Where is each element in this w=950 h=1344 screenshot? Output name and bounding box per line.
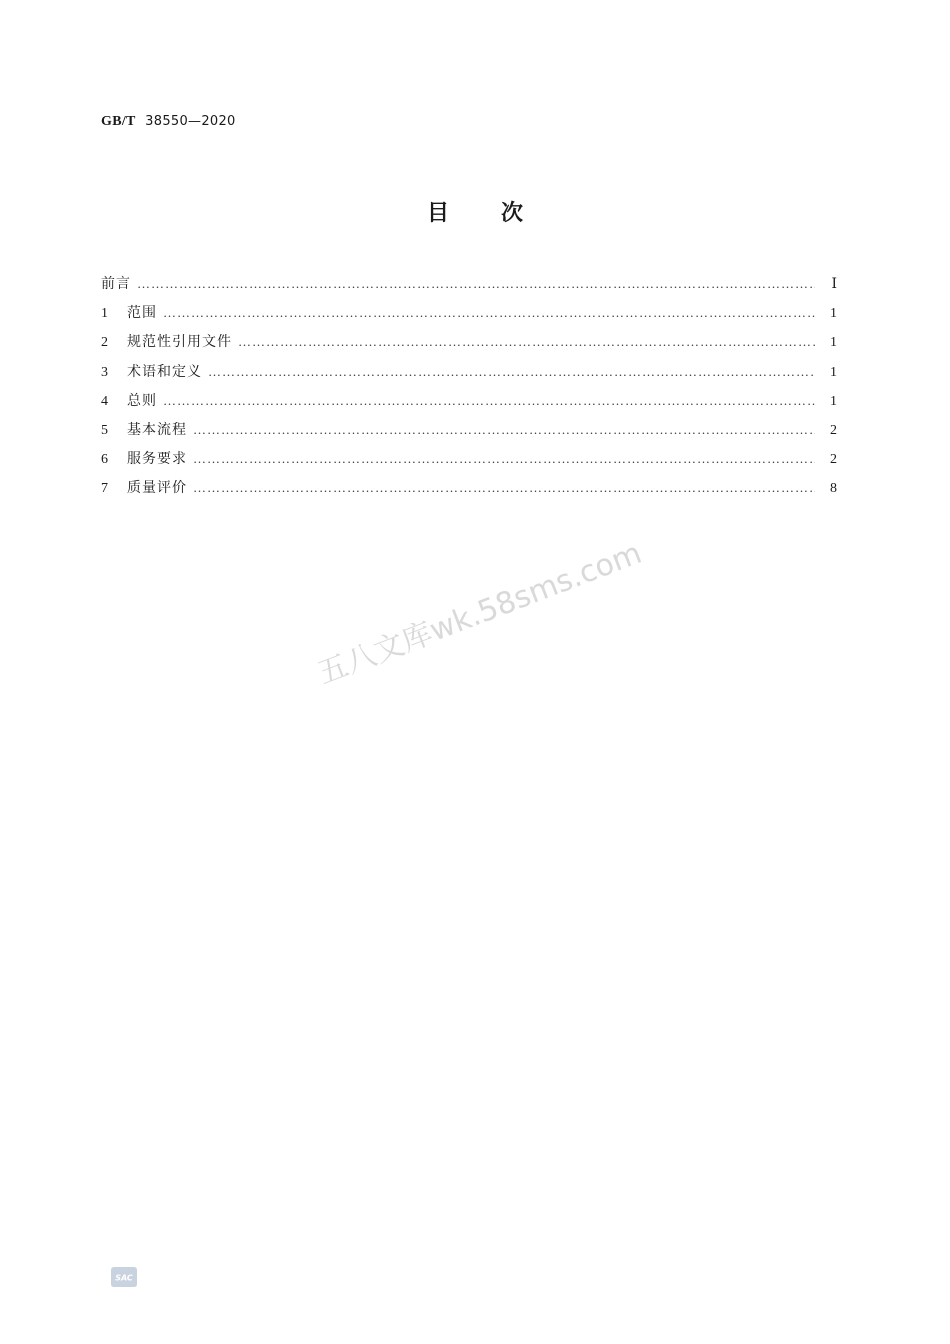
toc-page-number: 2	[830, 452, 837, 468]
toc-page-number: 1	[830, 364, 837, 380]
toc-number: 4	[101, 393, 108, 409]
toc-row[interactable]	[101, 361, 837, 390]
toc-row[interactable]	[101, 477, 837, 506]
page-title: 目次	[426, 201, 575, 226]
toc-number: 2	[101, 335, 108, 351]
toc-label: 基本流程	[127, 421, 187, 438]
table-of-contents	[101, 273, 837, 507]
toc-label: 服务要求	[127, 451, 187, 468]
toc-label: 范围	[127, 305, 157, 322]
watermark: 五八文库wk.58sms.com	[312, 535, 647, 692]
toc-page-number: 8	[830, 481, 837, 497]
toc-leader-dots	[193, 451, 815, 467]
toc-leader-dots	[193, 480, 815, 496]
sac-logo-icon	[110, 1265, 138, 1289]
toc-leader-dots	[193, 422, 815, 438]
toc-label: 术语和定义	[127, 363, 202, 380]
toc-leader-dots	[163, 305, 815, 321]
toc-row[interactable]	[101, 390, 837, 419]
toc-leader-dots	[137, 276, 815, 292]
toc-page-number: 1	[830, 393, 837, 409]
toc-number: 3	[101, 364, 108, 380]
toc-number: 6	[101, 452, 108, 468]
toc-row[interactable]	[101, 273, 837, 302]
standard-prefix: GB/T	[101, 114, 136, 129]
toc-label: 总则	[127, 392, 157, 409]
toc-leader-dots	[208, 364, 815, 380]
toc-page-number: 2	[830, 422, 837, 438]
standard-number: 38550—2020	[145, 114, 236, 129]
toc-number: 5	[101, 422, 108, 438]
toc-label: 前言	[101, 276, 131, 292]
toc-page-number: 1	[830, 335, 837, 351]
toc-leader-dots	[238, 334, 815, 350]
toc-number: 7	[101, 481, 108, 497]
toc-row[interactable]	[101, 419, 837, 448]
logo-text: SAC	[115, 1273, 133, 1283]
toc-page-number: 1	[830, 306, 837, 322]
toc-row[interactable]	[101, 448, 837, 477]
toc-label: 质量评价	[127, 480, 187, 497]
toc-number: 1	[101, 306, 108, 322]
toc-row[interactable]	[101, 302, 837, 331]
toc-page-number: Ⅰ	[831, 277, 837, 292]
standard-code	[101, 113, 236, 130]
toc-row[interactable]	[101, 331, 837, 360]
toc-label: 规范性引用文件	[127, 334, 232, 351]
toc-leader-dots	[163, 393, 815, 409]
